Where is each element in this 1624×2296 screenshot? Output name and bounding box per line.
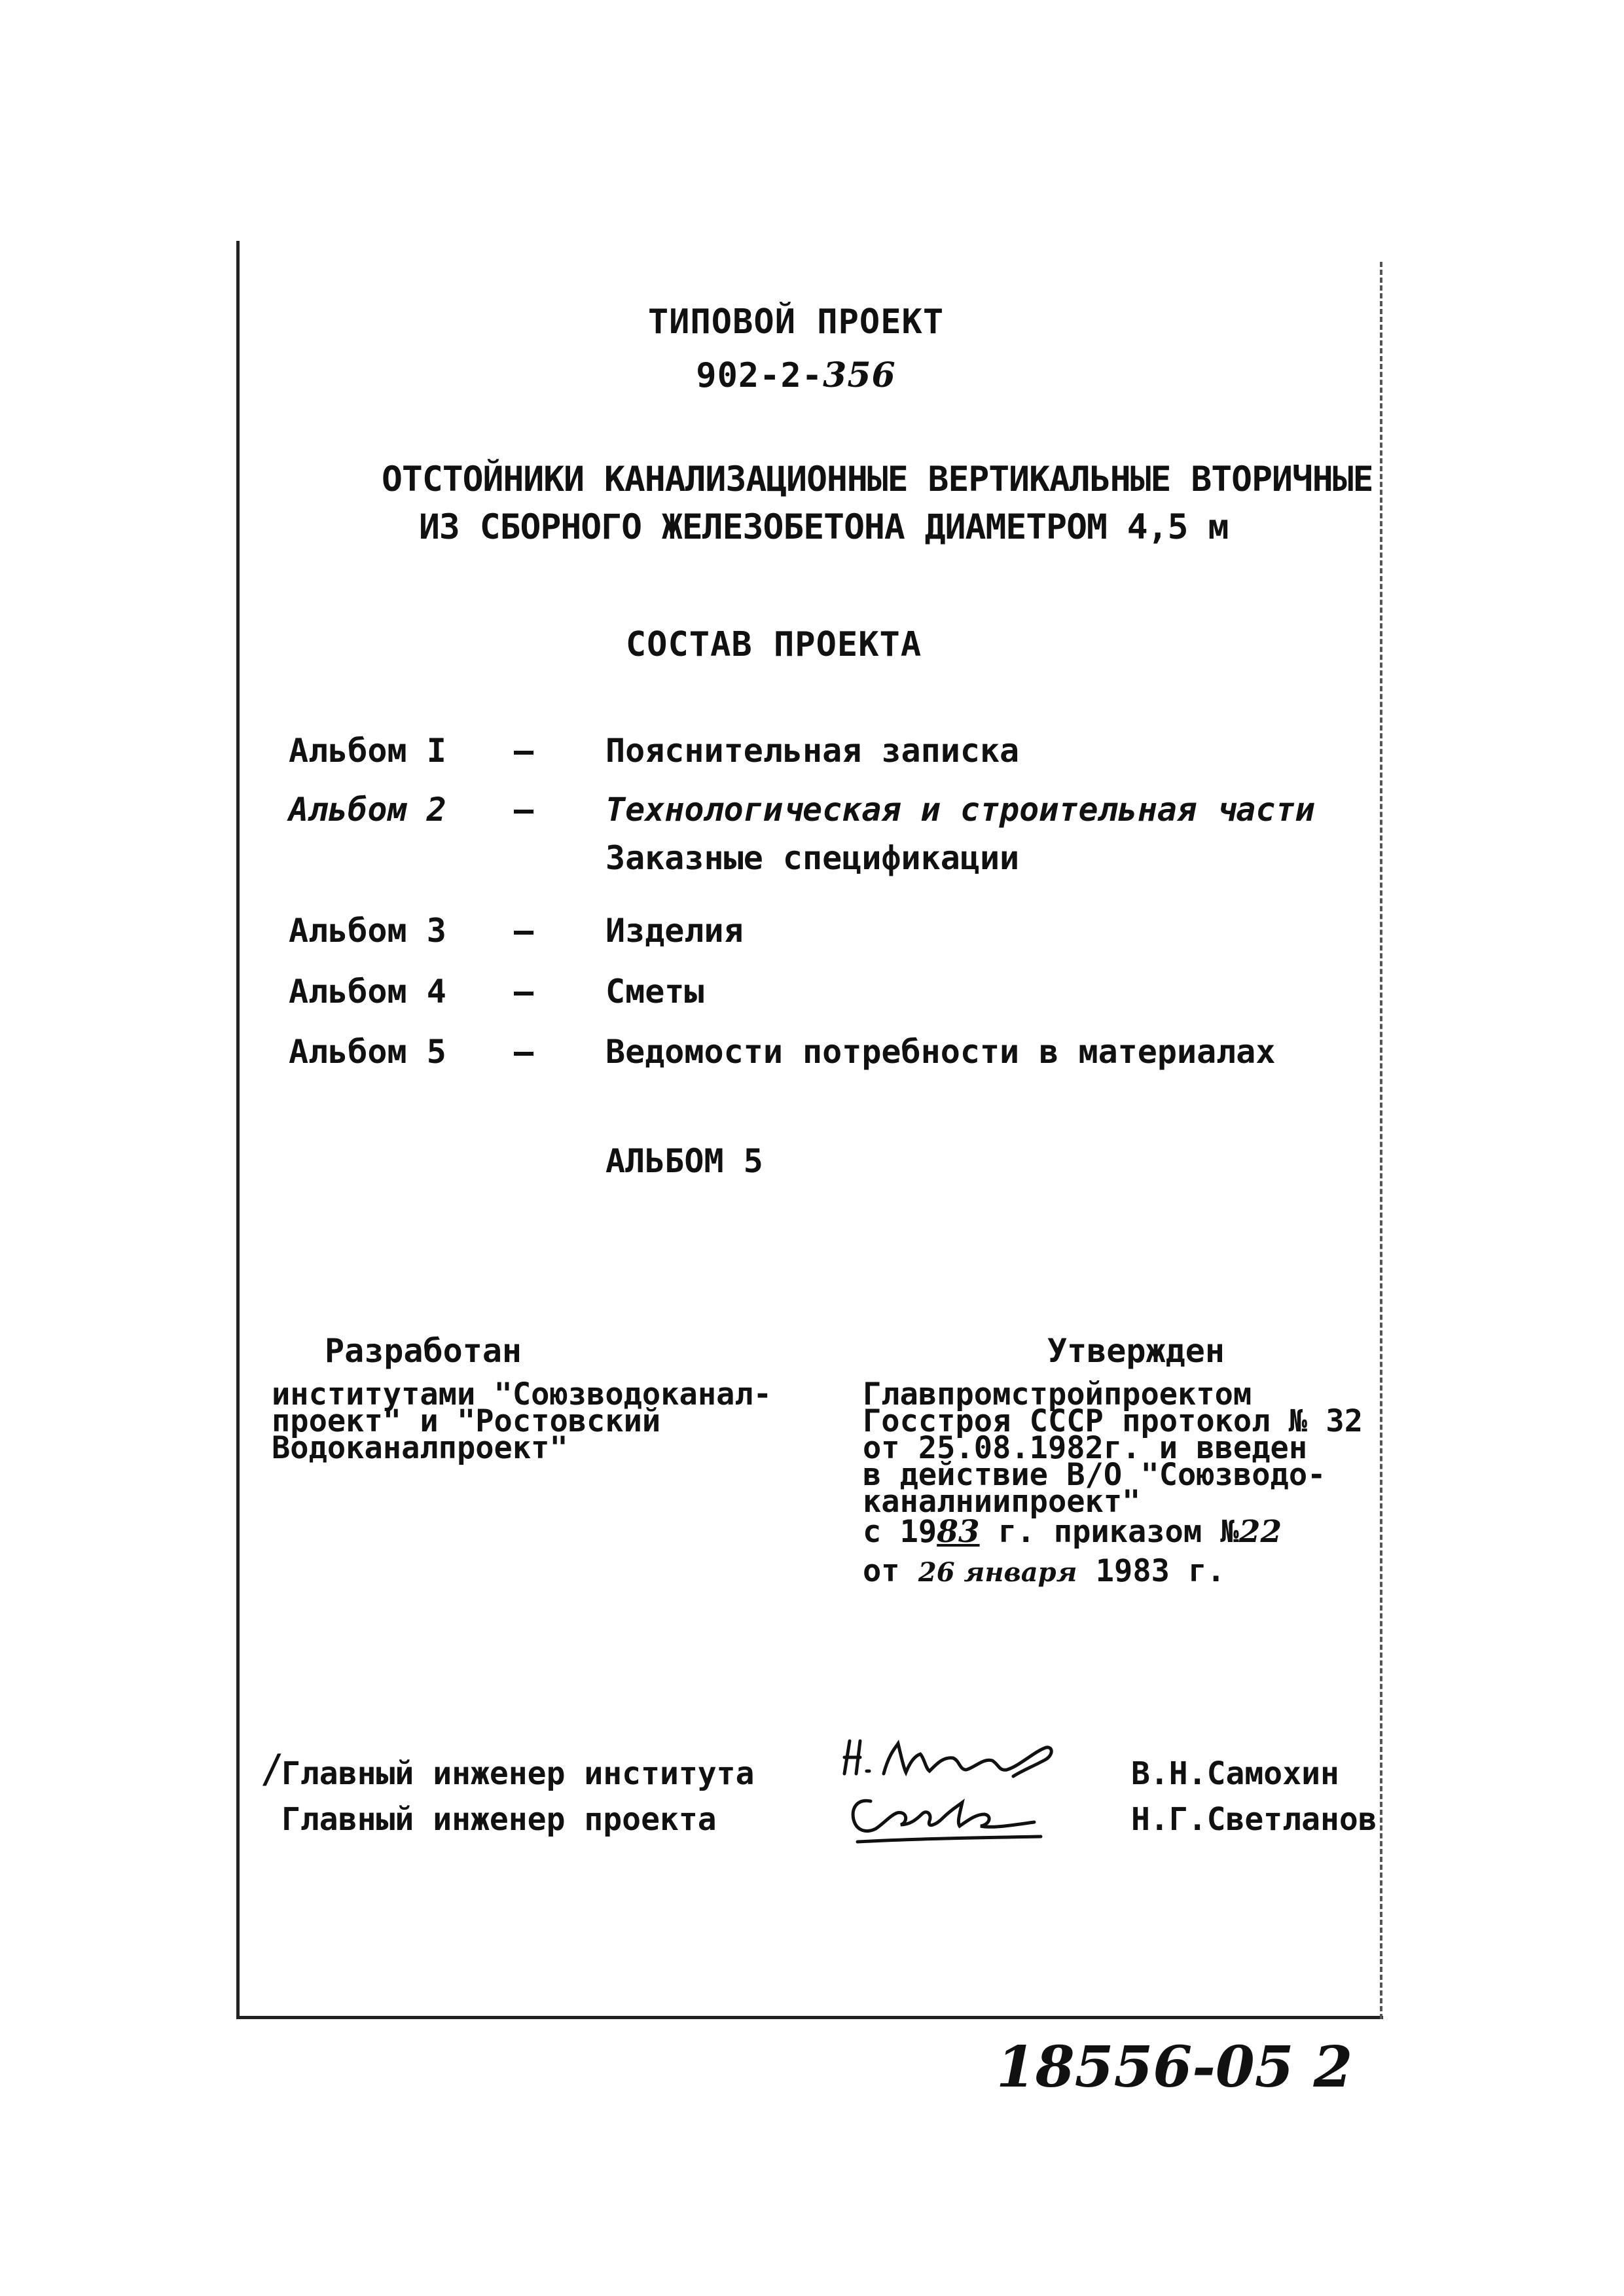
developed-line: институтами "Союзводоканал-: [272, 1376, 772, 1412]
inventory-number: 18556-05 2: [996, 2034, 1353, 2100]
album-label: Альбом 4: [289, 973, 446, 1011]
developed-heading: Разработан: [325, 1332, 522, 1370]
approved-order-line: [863, 1514, 1282, 1550]
album-dash: –: [514, 912, 534, 950]
developed-line: проект" и "Ростовский: [272, 1403, 661, 1439]
approved-heading: Утвержден: [1047, 1332, 1225, 1370]
project-number-prefix: 902-2-: [696, 356, 823, 395]
album-dash: –: [514, 1033, 534, 1071]
album-label: Альбом 5: [289, 1033, 446, 1071]
order-year-handwritten: 83: [937, 1514, 980, 1550]
frame-bottom-border: [236, 2016, 1383, 2019]
frame-right-border: [1380, 262, 1382, 2019]
album-description: Пояснительная записка: [605, 732, 1020, 770]
album-label: Альбом I: [289, 732, 446, 770]
order-prefix: с 19: [863, 1514, 937, 1550]
composition-heading: СОСТАВ ПРОЕКТА: [625, 625, 922, 664]
album-dash: –: [514, 791, 534, 829]
album-marker: АЛЬБОМ 5: [605, 1142, 763, 1180]
project-number-handwritten: 356: [823, 355, 896, 395]
developed-line: Водоканалпроект": [272, 1430, 568, 1466]
album-description: Изделия: [605, 912, 744, 950]
date-handwritten: 26 января: [918, 1557, 1077, 1588]
approved-date-line: [863, 1553, 1225, 1589]
album-dash: –: [514, 732, 534, 770]
date-prefix: от: [863, 1553, 918, 1589]
handwritten-signature: [844, 1782, 1067, 1854]
album-description-line-2: Заказные спецификации: [605, 839, 1020, 877]
project-number: [696, 355, 895, 395]
album-label: Альбом 3: [289, 912, 446, 950]
approved-line: от 25.08.1982г. и введен: [863, 1430, 1308, 1466]
project-type-heading: ТИПОВОЙ ПРОЕКТ: [647, 302, 945, 342]
album-description: Технологическая и строительная части: [605, 791, 1315, 829]
order-middle: г. приказом №: [979, 1514, 1239, 1550]
frame-left-border: [236, 241, 240, 2018]
signature-role: Главный инженер института: [281, 1755, 755, 1792]
approved-line: в действие В/О "Союзводо-: [863, 1457, 1326, 1493]
approved-line: Госстроя СССР протокол № 32: [863, 1403, 1363, 1439]
title-line-2: ИЗ СБОРНОГО ЖЕЛЕЗОБЕТОНА ДИАМЕТРОМ 4,5 м: [419, 507, 1229, 547]
tick-mark: /: [261, 1746, 285, 1792]
album-dash: –: [514, 973, 534, 1011]
album-description: Ведомости потребности в материалах: [605, 1033, 1276, 1071]
order-number-handwritten: 22: [1238, 1514, 1282, 1550]
album-description: Сметы: [605, 973, 704, 1011]
signature-role: Главный инженер проекта: [281, 1801, 717, 1838]
date-suffix: 1983 г.: [1077, 1553, 1225, 1589]
title-line-1: ОТСТОЙНИКИ КАНАЛИЗАЦИОННЫЕ ВЕРТИКАЛЬНЫЕ ВТОРИЧНЫЕ: [382, 459, 1373, 499]
album-label: Альбом 2: [289, 791, 446, 829]
signature-name: Н.Г.Светланов: [1131, 1801, 1377, 1838]
signature-name: В.Н.Самохин: [1131, 1755, 1339, 1792]
approved-line: каналниипроект": [863, 1484, 1141, 1520]
approved-line: Главпромстройпроектом: [863, 1376, 1252, 1412]
